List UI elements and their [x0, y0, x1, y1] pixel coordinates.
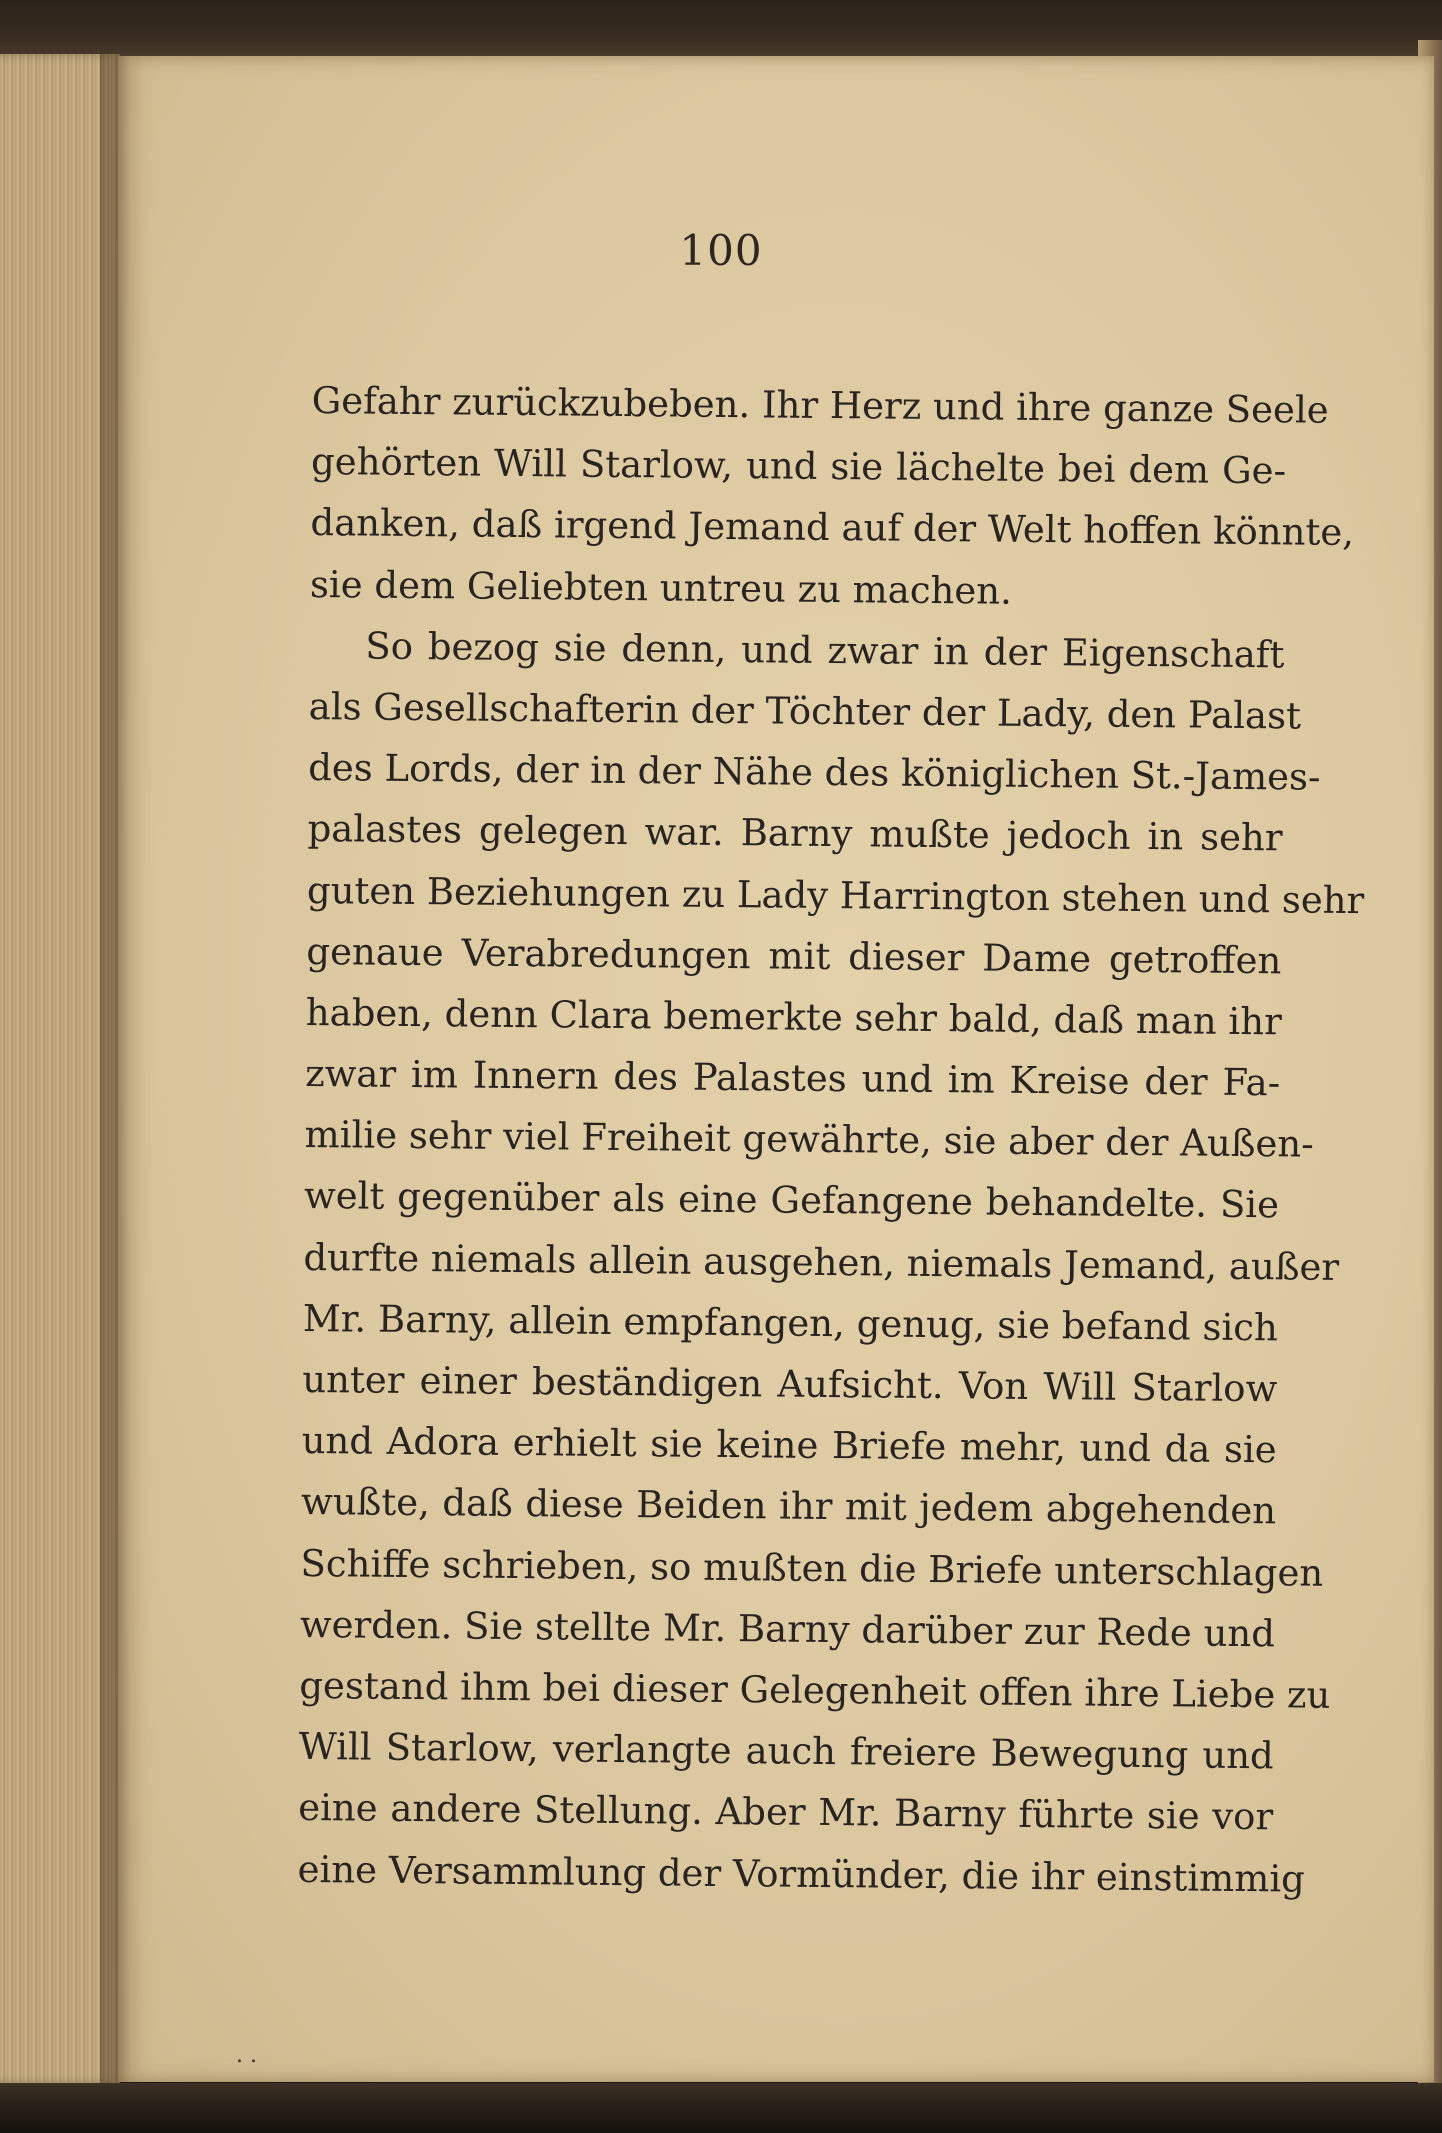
text-line: sie dem Geliebten untreu zu machen.	[309, 562, 1013, 613]
text-line: palastes gelegen war. Barny mußte jedoch in sehr	[307, 807, 1283, 860]
text-line: Mr. Barny, allein empfangen, genug, sie befand sich	[302, 1296, 1279, 1350]
spine-shadow	[100, 54, 130, 2084]
text-line: als Gesellschafterin der Töchter der Lady, den Palast	[308, 684, 1302, 738]
text-line: Gefahr zurückzubeben. Ihr Herz und ihre ganze Seele	[311, 378, 1329, 432]
body-text	[297, 370, 1365, 1909]
paragraph-1	[309, 370, 1355, 624]
page-number: 100	[679, 226, 763, 275]
text-line: Will Starlow, verlangte auch freiere Bewegung und	[298, 1725, 1274, 1778]
text-line: unter einer beständigen Aufsicht. Von Will Starlow	[302, 1357, 1278, 1411]
paragraph-2	[297, 615, 1365, 1909]
text-line: Schiffe schrieben, so mußten die Briefe unterschlagen	[300, 1541, 1324, 1595]
text-line: gestand ihm bei dieser Gelegenheit offen ihre Liebe zu	[299, 1663, 1331, 1717]
book-cover-bottom-edge	[0, 2083, 1442, 2133]
footer-mark: . .	[236, 2043, 257, 2068]
text-line: danken, daß irgend Jemand auf der Welt hoffen könnte,	[310, 501, 1355, 555]
text-line: und Adora erhielt sie keine Briefe mehr, und da sie	[301, 1419, 1277, 1472]
text-line: zwar im Innern des Palastes und im Kreise der Fa-	[305, 1052, 1281, 1105]
text-line: haben, denn Clara bemerkte sehr bald, daß man ihr	[305, 990, 1282, 1044]
text-line: werden. Sie stellte Mr. Barny darüber zur Rede und	[299, 1602, 1276, 1656]
text-line: durfte niemals allein ausgehen, niemals Jemand, außer	[303, 1235, 1340, 1289]
text-line: genaue Verabredungen mit dieser Dame getroffen	[306, 929, 1282, 983]
text-line: wußte, daß diese Beiden ihr mit jedem abgehenden	[300, 1480, 1277, 1533]
text-line: welt gegenüber als eine Gefangene behandelte. Sie	[303, 1174, 1280, 1227]
text-line: des Lords, der in der Nähe des königlichen St.-James-	[307, 746, 1321, 799]
book-cover-top-edge	[0, 0, 1442, 58]
text-line: guten Beziehungen zu Lady Harrington stehen und sehr	[306, 868, 1365, 922]
text-line: milie sehr viel Freiheit gewährte, sie aber der Außen-	[304, 1113, 1314, 1166]
text-line: eine Versammlung der Vormünder, die ihr einstimmig	[297, 1847, 1306, 1901]
text-line: So bezog sie denn, und zwar in der Eigenschaft	[365, 624, 1285, 677]
text-line: eine andere Stellung. Aber Mr. Barny führte sie vor	[297, 1786, 1274, 1839]
text-line: gehörten Will Starlow, und sie lächelte bei dem Ge-	[310, 440, 1287, 493]
